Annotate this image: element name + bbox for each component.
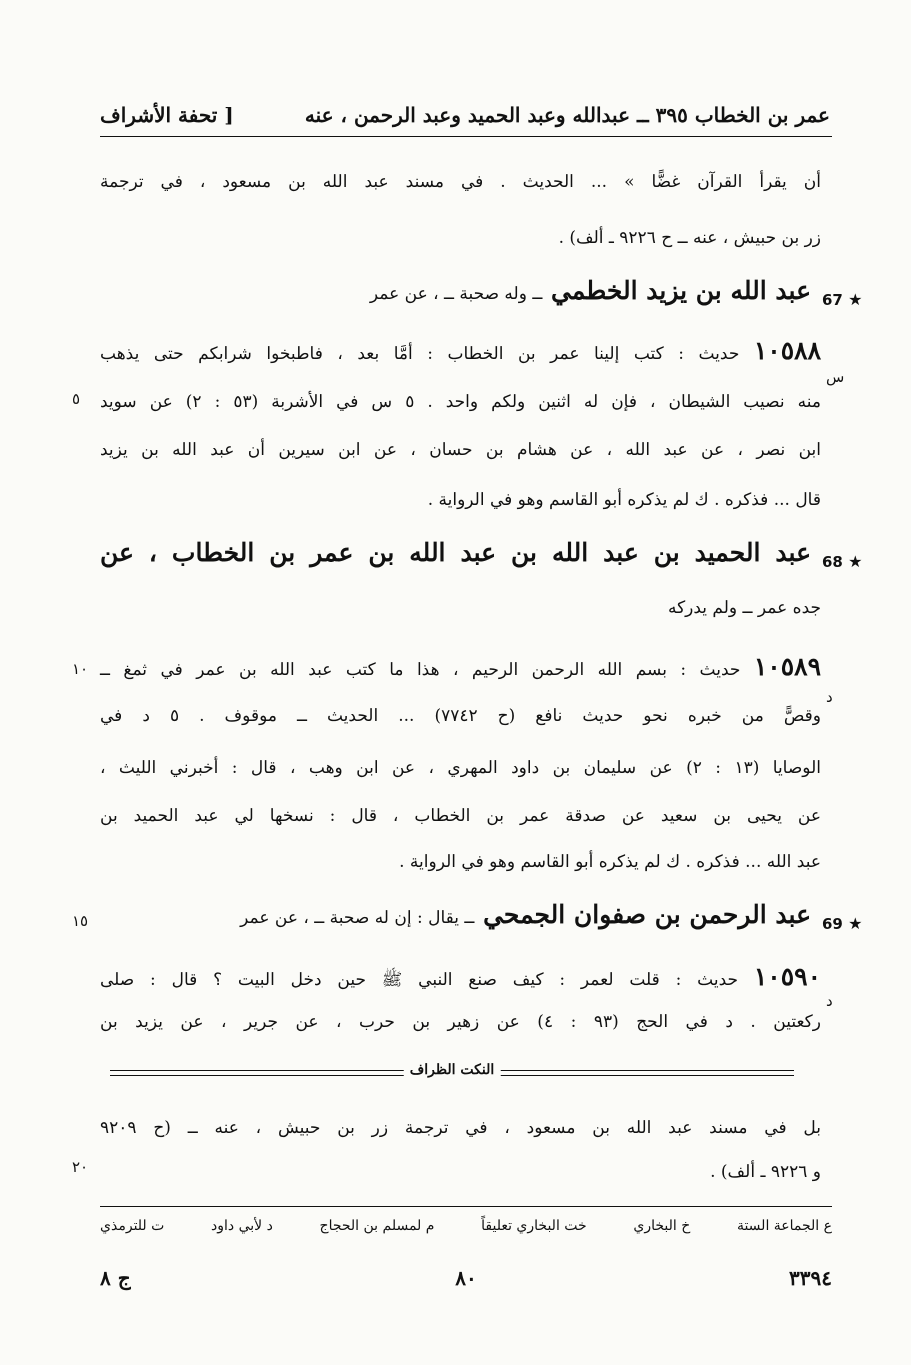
- text-line: منه نصيب الشيطان ، فإن له اثنين ولكم واحد . ٥ س في الأشربة (٥٣ : ٢) عن سويد: [100, 392, 821, 412]
- text-line: عبد الله ... فذكره . ك لم يذكره أبو القاسم وهو في الرواية .: [399, 852, 821, 872]
- sigla-legend: [100, 1218, 832, 1234]
- legend-rule: [100, 1206, 832, 1207]
- text-line: قال ... فذكره . ك لم يذكره أبو القاسم وهو في الرواية .: [427, 490, 821, 510]
- note-line: بل في مسند عبد الله بن مسعود ، في ترجمة زر بن حبيش ، عنه ــ (ح ٩٢٠٩: [100, 1118, 821, 1138]
- hadith-number: ١٠٥٨٩: [753, 652, 821, 681]
- legend-item: م لمسلم بن الحجاج: [319, 1218, 435, 1234]
- line-number: ١٥: [72, 912, 89, 930]
- line-number: ٥: [72, 390, 81, 408]
- hadith-number: ١٠٥٩٠: [753, 962, 821, 991]
- header-title: عمر بن الخطاب ٣٩٥ ــ عبدالله وعبد الحميد وعبد الرحمن ، عنه: [304, 103, 830, 127]
- entry-subheading: جده عمر ــ ولم يدركه: [667, 598, 821, 618]
- note-line: و ٩٢٢٦ ـ ألف) .: [710, 1162, 821, 1182]
- text-line: زر بن حبيش ، عنه ــ ح ٩٢٢٦ ـ ألف) .: [558, 228, 821, 248]
- text-line: ابن نصر ، عن عبد الله ، عن هشام بن حسان ، عن ابن سيرين أن عبد الله بن يزيد: [100, 440, 821, 460]
- hadith-line: ١٠٥٨٨ حديث : كتب إلينا عمر بن الخطاب : أمَّا بعد ، فاطبخوا شرابكم حتى يذهب: [100, 336, 822, 365]
- entry-number: 69 ★: [822, 914, 863, 933]
- siglum-marker: د: [826, 688, 833, 706]
- legend-item: ع الجماعة الستة: [736, 1218, 832, 1234]
- hadith-number: ١٠٥٨٨: [753, 336, 822, 365]
- text-line: وقصًّ من خبره نحو حديث نافع (ح ٧٧٤٢) ... الحديث ــ موقوف . ٥ د في: [100, 706, 822, 726]
- header-book-name: [ تحفة الأشراف: [100, 103, 234, 127]
- entry-heading: عبد الحميد بن عبد الله بن عبد الله بن عمر بن الخطاب ، عن: [100, 538, 811, 567]
- text-line: ركعتين . د في الحج (٩٣ : ٤) عن زهير بن حرب ، عن جرير ، عن يزيد بن: [100, 1012, 821, 1032]
- entry-number: 67 ★: [822, 290, 863, 309]
- volume-page-number: ٣٣٩٤: [789, 1266, 832, 1290]
- text-line: الوصايا (١٣ : ٢) عن سليمان بن داود المهري ، عن ابن وهب ، قال : أخبرني الليث ،: [100, 758, 821, 778]
- volume-label: ج ٨: [100, 1266, 131, 1290]
- siglum-marker: س: [826, 368, 845, 386]
- text-line: عن يحيى بن سعيد عن صدقة عمر بن الخطاب ، قال : نسخها لي عبد الحميد بن: [100, 806, 821, 826]
- legend-item: خ البخاري: [633, 1218, 691, 1234]
- page-number: ٨٠: [455, 1266, 477, 1290]
- page-footer: [100, 1266, 832, 1296]
- legend-item: ت للترمذي: [100, 1218, 165, 1234]
- siglum-marker: د: [826, 992, 833, 1010]
- entry-heading: عبد الرحمن بن صفوان الجمحي ــ يقال : إن له صحبة ــ ، عن عمر: [240, 900, 811, 929]
- notes-divider: [110, 1062, 794, 1082]
- line-number: ٢٠: [72, 1158, 89, 1176]
- hadith-line: ١٠٥٩٠ حديث : قلت لعمر : كيف صنع النبي ﷺ حين دخل البيت ؟ قال : صلى: [100, 962, 821, 991]
- header-rule: [100, 136, 832, 137]
- line-number: ١٠: [72, 660, 89, 678]
- legend-item: د لأبي داود: [211, 1218, 273, 1234]
- entry-number: 68 ★: [822, 552, 863, 571]
- hadith-line: ١٠٥٨٩ حديث : بسم الله الرحمن الرحيم ، هذا ما كتب عبد الله بن عمر في ثمغ ــ: [100, 652, 821, 681]
- notes-label: النكت الظراف: [404, 1062, 501, 1078]
- running-header: [100, 95, 830, 135]
- entry-heading: عبد الله بن يزيد الخطمي ــ وله صحبة ــ ، عن عمر: [369, 276, 811, 305]
- text-line: أن يقرأ القرآن غضًّا » ... الحديث . في مسند عبد الله بن مسعود ، في ترجمة: [100, 172, 821, 192]
- legend-item: خت البخاري تعليقاً: [481, 1218, 587, 1234]
